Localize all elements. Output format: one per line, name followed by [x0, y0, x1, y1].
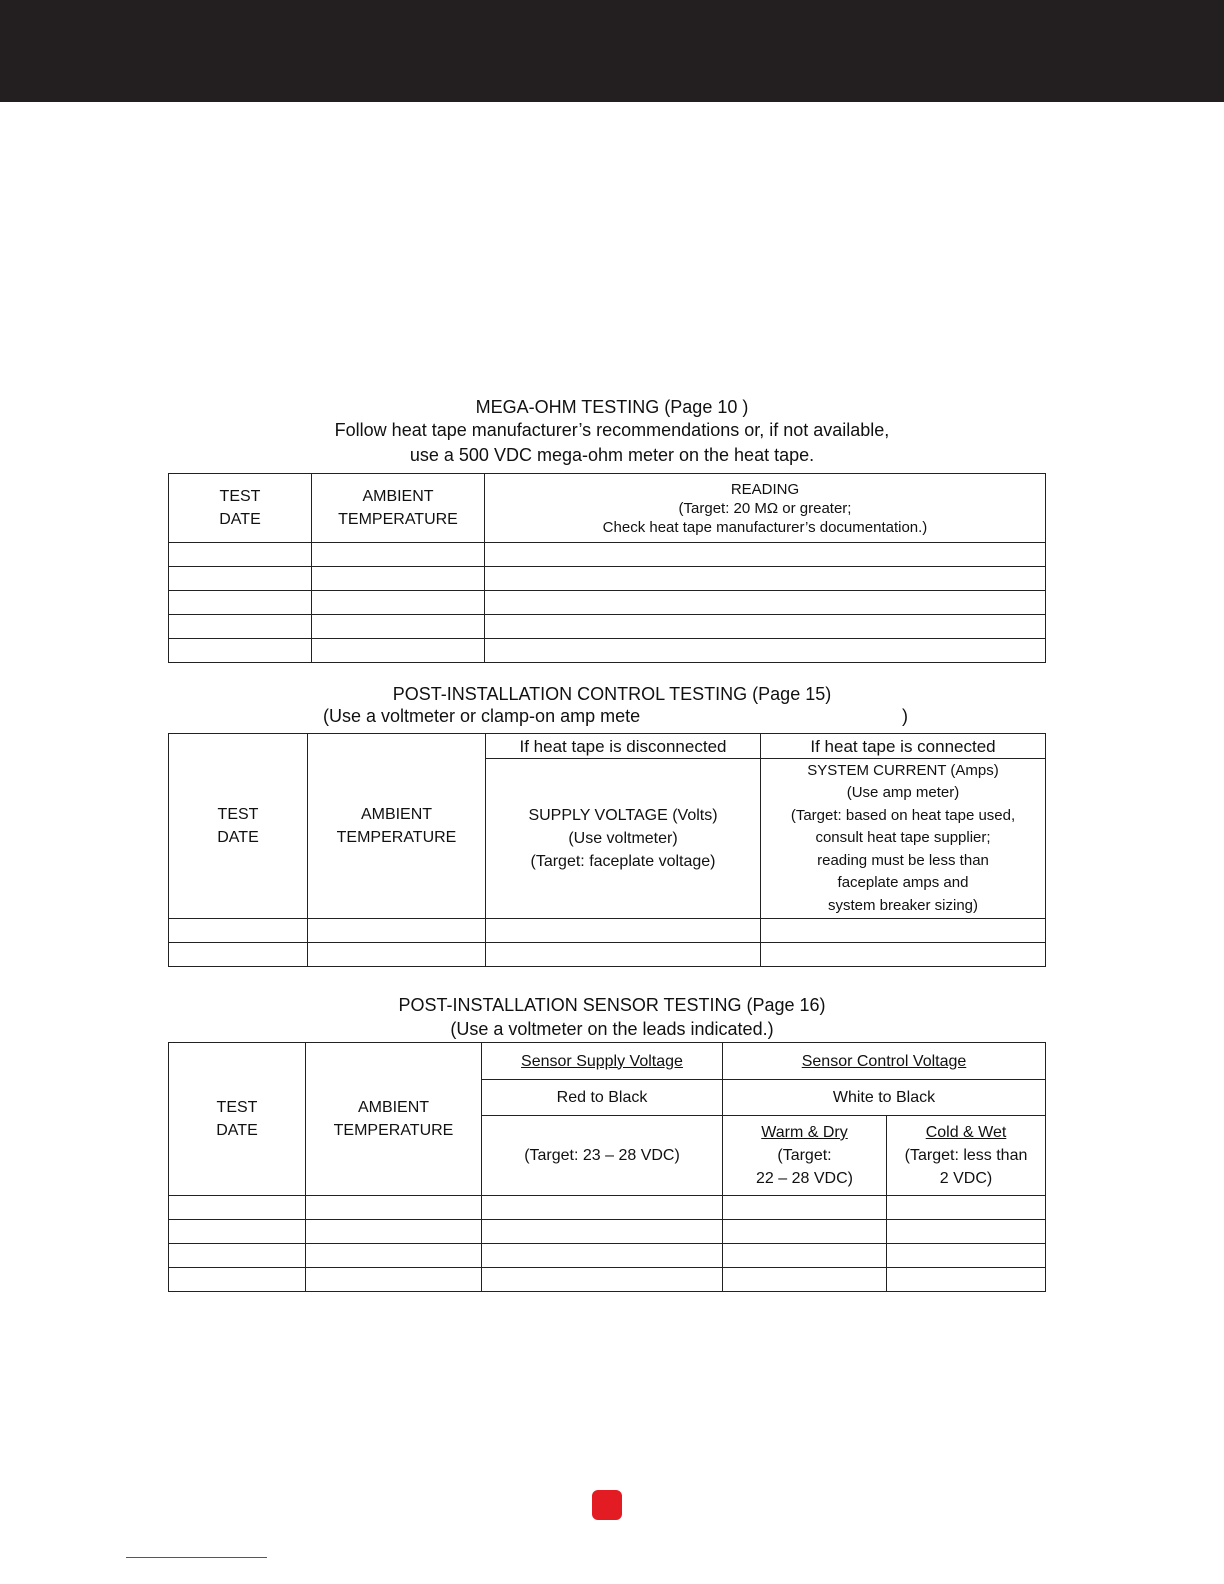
test-date-cell[interactable]: [169, 567, 312, 591]
header-bar: [0, 0, 1224, 102]
supply-voltage-cell[interactable]: [482, 1244, 723, 1268]
supply-voltage-cell[interactable]: [486, 943, 761, 967]
header-cold-wet: Cold & Wet (Target: less than 2 VDC): [887, 1116, 1046, 1196]
table-row: [169, 1196, 1046, 1220]
table-row: [169, 1220, 1046, 1244]
page-number-badge: [592, 1490, 622, 1520]
table-row: [169, 1244, 1046, 1268]
header-disconnected: If heat tape is disconnected: [486, 734, 761, 759]
supply-voltage-cell[interactable]: [482, 1196, 723, 1220]
table-row: [169, 639, 1046, 663]
ambient-temperature-cell[interactable]: [306, 1196, 482, 1220]
warm-dry-cell[interactable]: [723, 1220, 887, 1244]
test-date-cell[interactable]: [169, 1244, 306, 1268]
ambient-temperature-cell[interactable]: [308, 919, 486, 943]
header-ambient-temperature: AMBIENT TEMPERATURE: [308, 734, 486, 919]
test-date-cell[interactable]: [169, 943, 308, 967]
test-date-cell[interactable]: [169, 1196, 306, 1220]
sensor-testing-title: POST-INSTALLATION SENSOR TESTING (Page 16): [398, 995, 826, 1015]
ambient-temperature-cell[interactable]: [306, 1220, 482, 1244]
mega-ohm-instruction-2: use a 500 VDC mega-ohm meter on the heat tape.: [409, 445, 815, 465]
ambient-temperature-cell[interactable]: [308, 943, 486, 967]
ambient-temperature-cell[interactable]: [306, 1244, 482, 1268]
ambient-temperature-cell[interactable]: [312, 615, 485, 639]
test-date-cell[interactable]: [169, 639, 312, 663]
supply-voltage-cell[interactable]: [482, 1220, 723, 1244]
table-row: [169, 615, 1046, 639]
header-test-date: TEST DATE: [169, 734, 308, 919]
sensor-testing-subtitle: (Use a voltmeter on the leads indicated.): [450, 1019, 774, 1039]
header-reading: READING (Target: 20 MΩ or greater; Check heat tape manufacturer’s documentation.): [485, 474, 1046, 543]
control-testing-subtitle-end: ): [902, 706, 908, 726]
header-system-current: SYSTEM CURRENT (Amps) (Use amp meter) (Target: based on heat tape used, consult heat tape supplier; reading must be less than faceplate amps and system breaker sizing): [761, 759, 1046, 919]
table-row: [169, 543, 1046, 567]
header-white-to-black: White to Black: [723, 1080, 1046, 1116]
header-test-date: TEST DATE: [169, 1043, 306, 1196]
table-row: [169, 919, 1046, 943]
cold-wet-cell[interactable]: [887, 1268, 1046, 1292]
table-row: [169, 591, 1046, 615]
system-current-cell[interactable]: [761, 919, 1046, 943]
test-date-cell[interactable]: [169, 543, 312, 567]
reading-cell[interactable]: [485, 591, 1046, 615]
header-test-date: TEST DATE: [169, 474, 312, 543]
mega-ohm-table: [168, 473, 1046, 663]
header-red-to-black: Red to Black: [482, 1080, 723, 1116]
header-sensor-supply-voltage: Sensor Supply Voltage: [482, 1043, 723, 1080]
test-date-cell[interactable]: [169, 591, 312, 615]
header-connected: If heat tape is connected: [761, 734, 1046, 759]
header-ambient-temperature: AMBIENT TEMPERATURE: [312, 474, 485, 543]
warm-dry-cell[interactable]: [723, 1244, 887, 1268]
control-testing-subtitle: (Use a voltmeter or clamp-on amp mete: [323, 706, 641, 726]
header-sensor-control-voltage: Sensor Control Voltage: [723, 1043, 1046, 1080]
ambient-temperature-cell[interactable]: [306, 1268, 482, 1292]
cold-wet-cell[interactable]: [887, 1244, 1046, 1268]
control-testing-title: POST-INSTALLATION CONTROL TESTING (Page 15): [392, 684, 832, 704]
header-supply-target: (Target: 23 – 28 VDC): [482, 1116, 723, 1196]
ambient-temperature-cell[interactable]: [312, 543, 485, 567]
test-date-cell[interactable]: [169, 1268, 306, 1292]
reading-cell[interactable]: [485, 639, 1046, 663]
reading-cell[interactable]: [485, 543, 1046, 567]
warm-dry-cell[interactable]: [723, 1268, 887, 1292]
reading-cell[interactable]: [485, 567, 1046, 591]
supply-voltage-cell[interactable]: [482, 1268, 723, 1292]
cold-wet-cell[interactable]: [887, 1220, 1046, 1244]
test-date-cell[interactable]: [169, 919, 308, 943]
supply-voltage-cell[interactable]: [486, 919, 761, 943]
mega-ohm-instruction-1: Follow heat tape manufacturer’s recommendations or, if not available,: [334, 420, 890, 440]
test-date-cell[interactable]: [169, 1220, 306, 1244]
mega-ohm-title: MEGA-OHM TESTING (Page 10 ): [475, 397, 749, 417]
ambient-temperature-cell[interactable]: [312, 639, 485, 663]
header-supply-voltage: SUPPLY VOLTAGE (Volts) (Use voltmeter) (Target: faceplate voltage): [486, 759, 761, 919]
table-row: [169, 943, 1046, 967]
reading-cell[interactable]: [485, 615, 1046, 639]
header-warm-dry: Warm & Dry (Target: 22 – 28 VDC): [723, 1116, 887, 1196]
ambient-temperature-cell[interactable]: [312, 567, 485, 591]
test-date-cell[interactable]: [169, 615, 312, 639]
cold-wet-cell[interactable]: [887, 1196, 1046, 1220]
system-current-cell[interactable]: [761, 943, 1046, 967]
ambient-temperature-cell[interactable]: [312, 591, 485, 615]
warm-dry-cell[interactable]: [723, 1196, 887, 1220]
sensor-testing-table: [168, 1042, 1046, 1292]
table-row: [169, 1268, 1046, 1292]
control-testing-table: [168, 733, 1046, 967]
footer-link-underline: [126, 1557, 267, 1558]
table-row: [169, 567, 1046, 591]
header-ambient-temperature: AMBIENT TEMPERATURE: [306, 1043, 482, 1196]
